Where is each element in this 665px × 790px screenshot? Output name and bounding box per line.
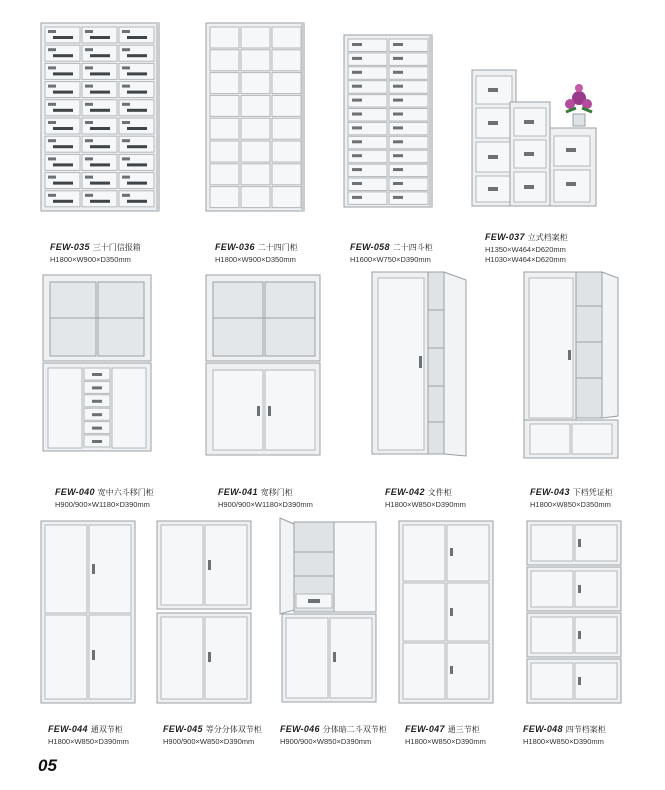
product-name: 通三节柜 xyxy=(447,725,480,734)
product-dimensions: H1030×W464×D620mm xyxy=(485,255,566,264)
product-code: FEW-042 xyxy=(385,487,425,497)
product-dimensions: H900/900×W1180×D390mm xyxy=(218,500,313,509)
cabinet-image xyxy=(205,22,307,214)
product-dimensions: H900/900×W850×D390mm xyxy=(280,737,372,746)
product-dimensions: H1800×W850×D390mm xyxy=(48,737,129,746)
product-dimensions: H900/900×W850×D390mm xyxy=(163,737,255,746)
cabinet-image xyxy=(205,274,323,458)
product-code: FEW-040 xyxy=(55,487,95,497)
cabinet-image xyxy=(526,520,624,706)
product-dimensions: H900/900×W1180×D390mm xyxy=(55,500,150,509)
cabinet-image xyxy=(370,270,470,458)
product-dimensions: H1800×W900×D350mm xyxy=(50,255,131,264)
cabinet-image xyxy=(343,34,435,210)
product-name: 四节档案柜 xyxy=(565,725,606,734)
cabinet-image xyxy=(398,520,496,706)
product-dimensions: H1800×W850×D390mm xyxy=(523,737,604,746)
product-code: FEW-043 xyxy=(530,487,570,497)
product-name: 宽中六斗移门柜 xyxy=(97,488,154,497)
product-dimensions: H1800×W850×D350mm xyxy=(530,500,611,509)
product-code: FEW-041 xyxy=(218,487,258,497)
product-name: 等分分体双节柜 xyxy=(205,725,262,734)
product-code: FEW-036 xyxy=(215,242,255,252)
page-number: 05 xyxy=(38,756,57,775)
product-name: 二十四门柜 xyxy=(257,243,298,252)
product-code: FEW-045 xyxy=(163,724,203,734)
product-name: 下档凭证柜 xyxy=(572,488,613,497)
product-dimensions: H1350×W464×D620mm xyxy=(485,245,566,254)
product-code: FEW-044 xyxy=(48,724,88,734)
cabinet-image xyxy=(40,22,162,214)
product-name: 三十门信报箱 xyxy=(92,243,141,252)
product-name: 二十四斗柜 xyxy=(392,243,433,252)
product-name: 通双节柜 xyxy=(90,725,123,734)
product-dimensions: H1800×W850×D390mm xyxy=(405,737,486,746)
product-name: 立式档案柜 xyxy=(527,233,568,242)
product-dimensions: H1800×W850×D390mm xyxy=(385,500,466,509)
product-code: FEW-035 xyxy=(50,242,90,252)
cabinet-image xyxy=(42,274,154,454)
cabinet-image xyxy=(156,520,254,706)
product-code: FEW-047 xyxy=(405,724,445,734)
product-dimensions: H1800×W900×D350mm xyxy=(215,255,296,264)
cabinet-image xyxy=(40,520,138,706)
product-code: FEW-037 xyxy=(485,232,525,242)
cabinet-image xyxy=(470,68,620,210)
product-name: 宽移门柜 xyxy=(260,488,293,497)
product-name: 文件柜 xyxy=(427,488,452,497)
product-name: 分体暗二斗双节柜 xyxy=(322,725,387,734)
cabinet-image xyxy=(522,270,622,462)
product-code: FEW-046 xyxy=(280,724,320,734)
cabinet-image xyxy=(278,516,380,706)
product-code: FEW-058 xyxy=(350,242,390,252)
product-dimensions: H1600×W750×D390mm xyxy=(350,255,431,264)
product-code: FEW-048 xyxy=(523,724,563,734)
